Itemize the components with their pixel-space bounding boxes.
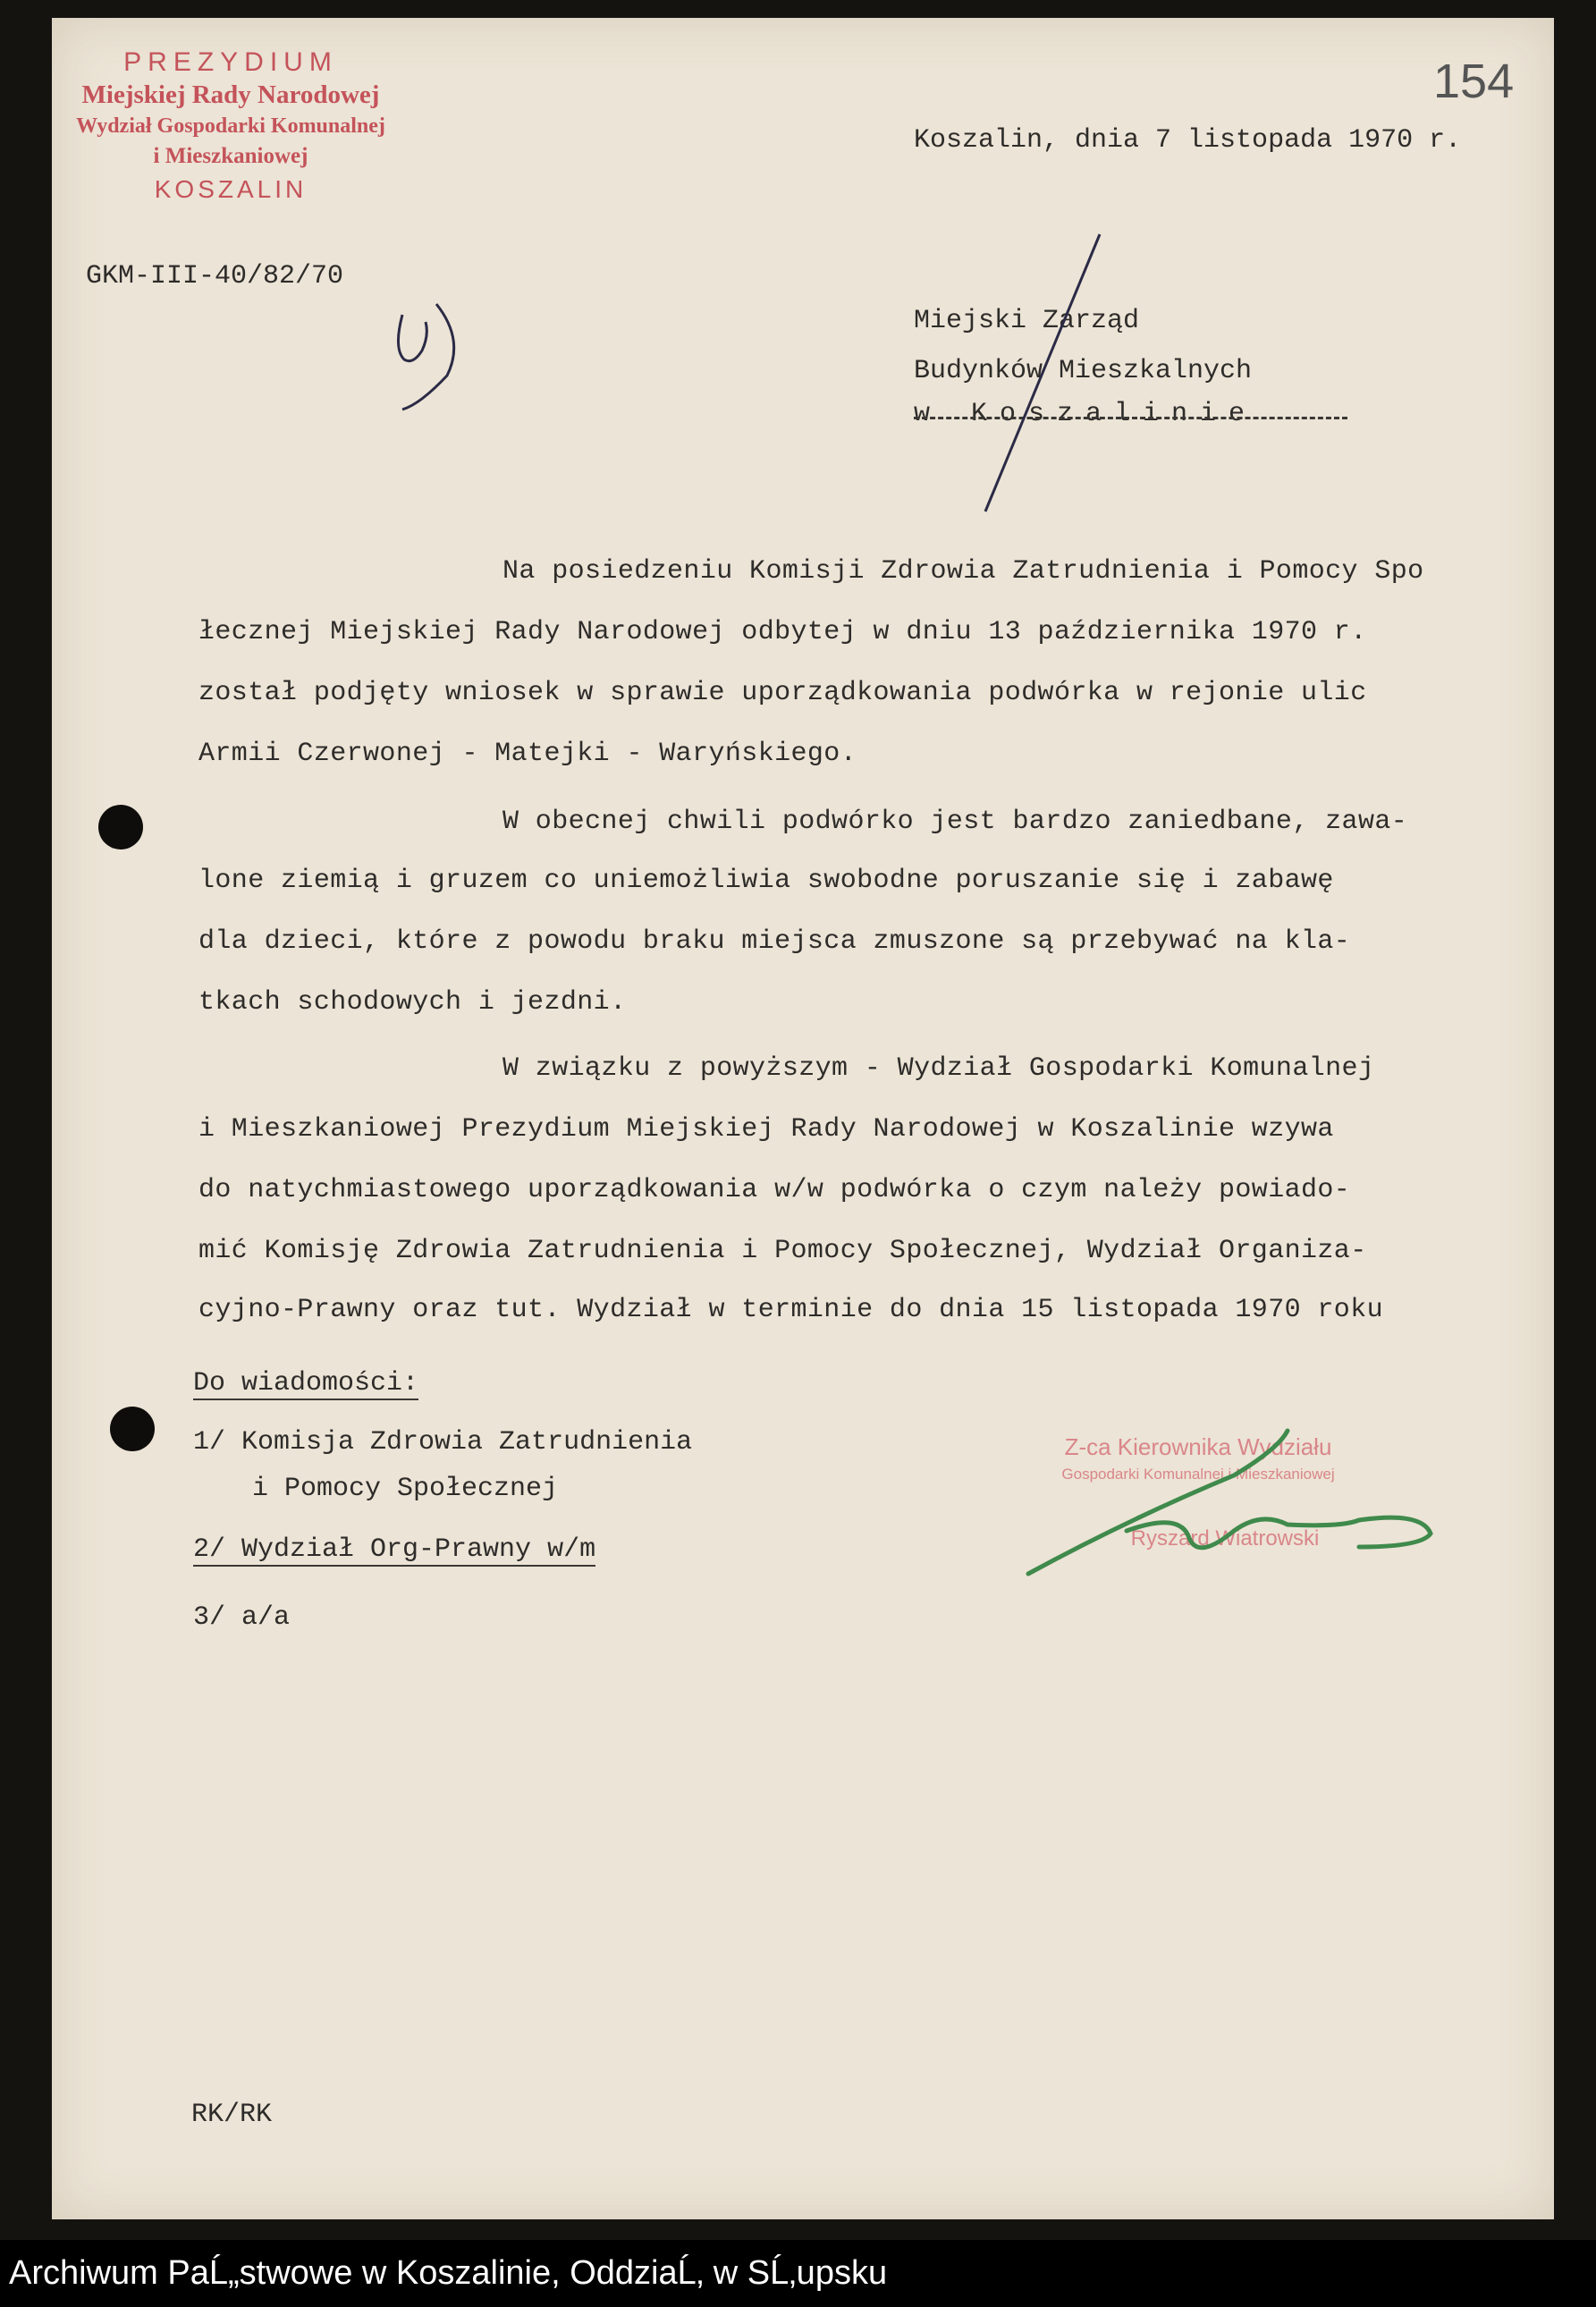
- stamp-line-5: KOSZALIN: [154, 175, 308, 203]
- stamp-line-3: Wydział Gospodarki Komunalnej: [76, 114, 385, 138]
- body-line-2: łecznej Miejskiej Rady Narodowej odbytej w dniu 13 października 1970 r.: [198, 617, 1367, 647]
- signature-stamp-title: Z-ca Kierownika Wydziału: [1064, 1433, 1332, 1460]
- signature-stamp-department: Gospodarki Komunalnej i Mieszkaniowej: [1061, 1466, 1335, 1483]
- recipient-line-1: Miejski Zarząd: [914, 306, 1140, 336]
- body-line-10: i Mieszkaniowej Prezydium Miejskiej Rady Narodowej w Koszalinie wzywa: [198, 1114, 1334, 1145]
- typist-initials: RK/RK: [191, 2100, 273, 2130]
- stamp-line-1: PREZYDIUM: [123, 47, 338, 77]
- stamp-line-2: Miejskiej Rady Narodowej: [81, 80, 380, 109]
- body-line-12: mić Komisję Zdrowia Zatrudnienia i Pomocy Społecznej, Wydział Organiza-: [198, 1236, 1367, 1266]
- body-line-7: dla dzieci, które z powodu braku miejsca zmuszone są przebywać na kla-: [198, 926, 1351, 957]
- page-number: 154: [1433, 55, 1515, 108]
- signature-stamp-name: Ryszard Wiatrowski: [1130, 1526, 1320, 1551]
- body-line-6: lone ziemią i gruzem co uniemożliwia swobodne poruszanie się i zabawę: [198, 866, 1334, 896]
- pen-bracket-mark: [402, 304, 454, 410]
- cc-item-1: 1/ Komisja Zdrowia Zatrudnienia: [193, 1427, 693, 1458]
- punch-hole-bottom: [110, 1407, 155, 1451]
- recipient-line-2: Budynków Mieszkalnych: [914, 356, 1253, 386]
- archive-caption: Archiwum PaĹ„stwowe w Koszalinie, OddziaĹ‚ w SĹ‚upsku: [0, 2240, 1596, 2307]
- diagonal-pen-stroke: [985, 234, 1100, 511]
- date-line: Koszalin, dnia 7 listopada 1970 r.: [914, 125, 1462, 156]
- body-line-13: cyjno-Prawny oraz tut. Wydział w terminie do dnia 15 listopada 1970 roku: [198, 1295, 1384, 1325]
- stamp-line-4: i Mieszkaniowej: [153, 144, 308, 168]
- recipient-line-3: w Koszalinie: [914, 399, 1258, 429]
- handwritten-signature: [1028, 1431, 1431, 1574]
- cc-item-3: 3/ a/a: [193, 1602, 291, 1633]
- punch-hole-top: [98, 805, 143, 849]
- body-line-3: został podjęty wniosek w sprawie uporządkowania podwórka w rejonie ulic: [198, 678, 1367, 708]
- body-line-4: Armii Czerwonej - Matejki - Waryńskiego.: [198, 739, 857, 769]
- pen-check-mark: [398, 315, 426, 361]
- body-line-1: Na posiedzeniu Komisji Zdrowia Zatrudnienia i Pomocy Spo: [502, 556, 1424, 587]
- body-line-9: W związku z powyższym - Wydział Gospodarki Komunalnej: [502, 1053, 1375, 1084]
- cc-item-2: 2/ Wydział Org-Prawny w/m: [193, 1534, 596, 1565]
- cc-item-1-cont: i Pomocy Społecznej: [252, 1474, 559, 1504]
- cc-heading: Do wiadomości:: [193, 1368, 419, 1399]
- body-line-5: W obecnej chwili podwórko jest bardzo zaniedbane, zawa-: [502, 807, 1408, 837]
- reference-number: GKM-III-40/82/70: [86, 261, 344, 292]
- body-line-8: tkach schodowych i jezdni.: [198, 987, 627, 1018]
- body-line-11: do natychmiastowego uporządkowania w/w podwórka o czym należy powiado-: [198, 1175, 1351, 1205]
